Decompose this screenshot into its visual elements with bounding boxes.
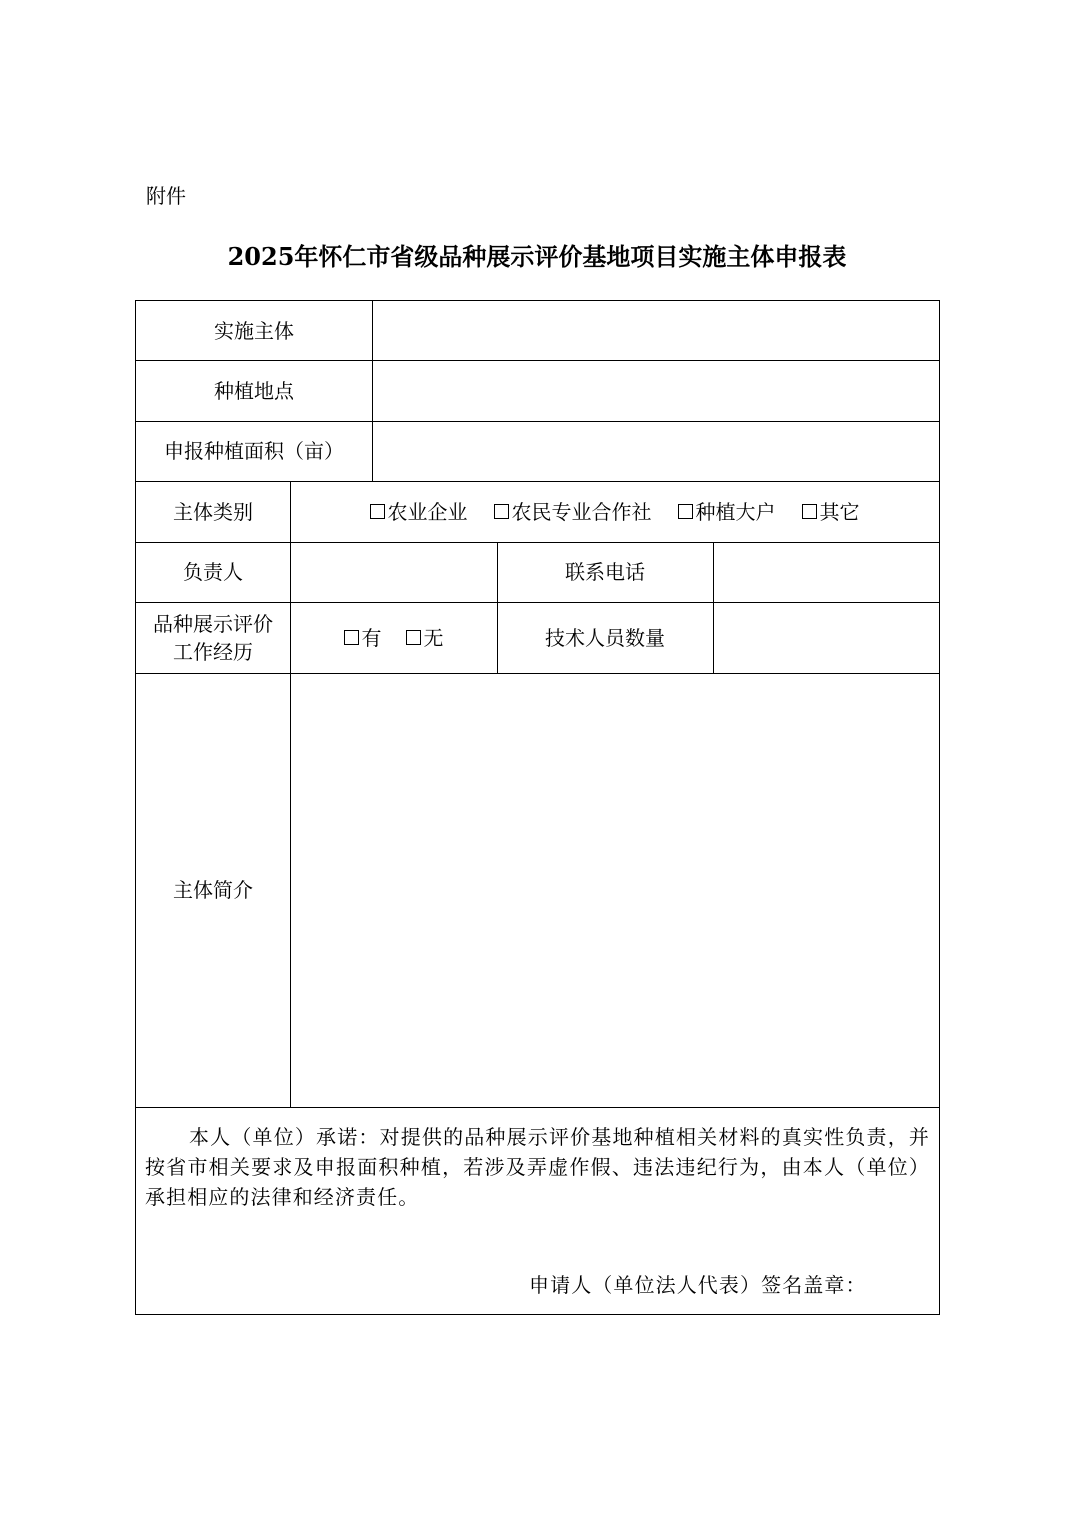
option-label: 有 [361, 625, 382, 650]
signature-label: 申请人（单位法人代表）签名盖章： [529, 1273, 867, 1297]
entity-label: 实施主体 [214, 318, 294, 343]
area-field[interactable] [372, 421, 939, 481]
phone-field[interactable] [713, 542, 939, 602]
option-label: 其它 [819, 499, 860, 524]
experience-label-line2: 工作经历 [173, 639, 253, 664]
experience-label-line1: 品种展示评价 [153, 611, 273, 636]
tech-staff-label: 技术人员数量 [545, 625, 665, 650]
option-label: 种植大户 [695, 499, 776, 524]
entity-type-options [290, 481, 939, 542]
experience-label [136, 602, 290, 673]
area-label: 申报种植面积（亩） [164, 439, 344, 463]
tech-staff-field[interactable] [713, 602, 939, 673]
entity-field[interactable] [372, 301, 939, 360]
option-label: 无 [423, 625, 444, 650]
checkbox-icon[interactable] [370, 504, 385, 519]
experience-options [290, 602, 497, 673]
phone-label: 联系电话 [565, 560, 645, 584]
checkbox-icon[interactable] [678, 504, 693, 519]
option-label: 农民专业合作社 [511, 499, 652, 524]
intro-label: 主体简介 [173, 878, 253, 902]
entity-type-label: 主体类别 [173, 499, 253, 524]
option-label: 农业企业 [387, 499, 468, 524]
commitment-statement: 本人（单位）承诺：对提供的品种展示评价基地种植相关材料的真实性负责，并按省市相关要求及申报面积种植，若涉及弄虚作假、违法违纪行为，由本人（单位）承担相应的法律和经济责任。 [145, 1125, 930, 1209]
location-field[interactable] [372, 360, 939, 421]
option-cooperative[interactable] [494, 498, 652, 526]
row-divider [136, 1107, 939, 1108]
person-in-charge-label: 负责人 [183, 560, 243, 584]
option-yes[interactable] [344, 624, 382, 652]
intro-field[interactable] [290, 673, 939, 1107]
checkbox-icon[interactable] [406, 630, 421, 645]
option-large-grower[interactable] [678, 498, 776, 526]
form-title: 2025年怀仁市省级品种展示评价基地项目实施主体申报表 [227, 242, 847, 271]
checkbox-icon[interactable] [344, 630, 359, 645]
location-label: 种植地点 [214, 378, 294, 403]
person-in-charge-field[interactable] [290, 542, 497, 602]
option-other[interactable] [802, 498, 860, 526]
option-no[interactable] [406, 624, 444, 652]
attachment-label: 附件 [146, 184, 186, 208]
option-agri-enterprise[interactable] [370, 498, 468, 526]
checkbox-icon[interactable] [494, 504, 509, 519]
checkbox-icon[interactable] [802, 504, 817, 519]
